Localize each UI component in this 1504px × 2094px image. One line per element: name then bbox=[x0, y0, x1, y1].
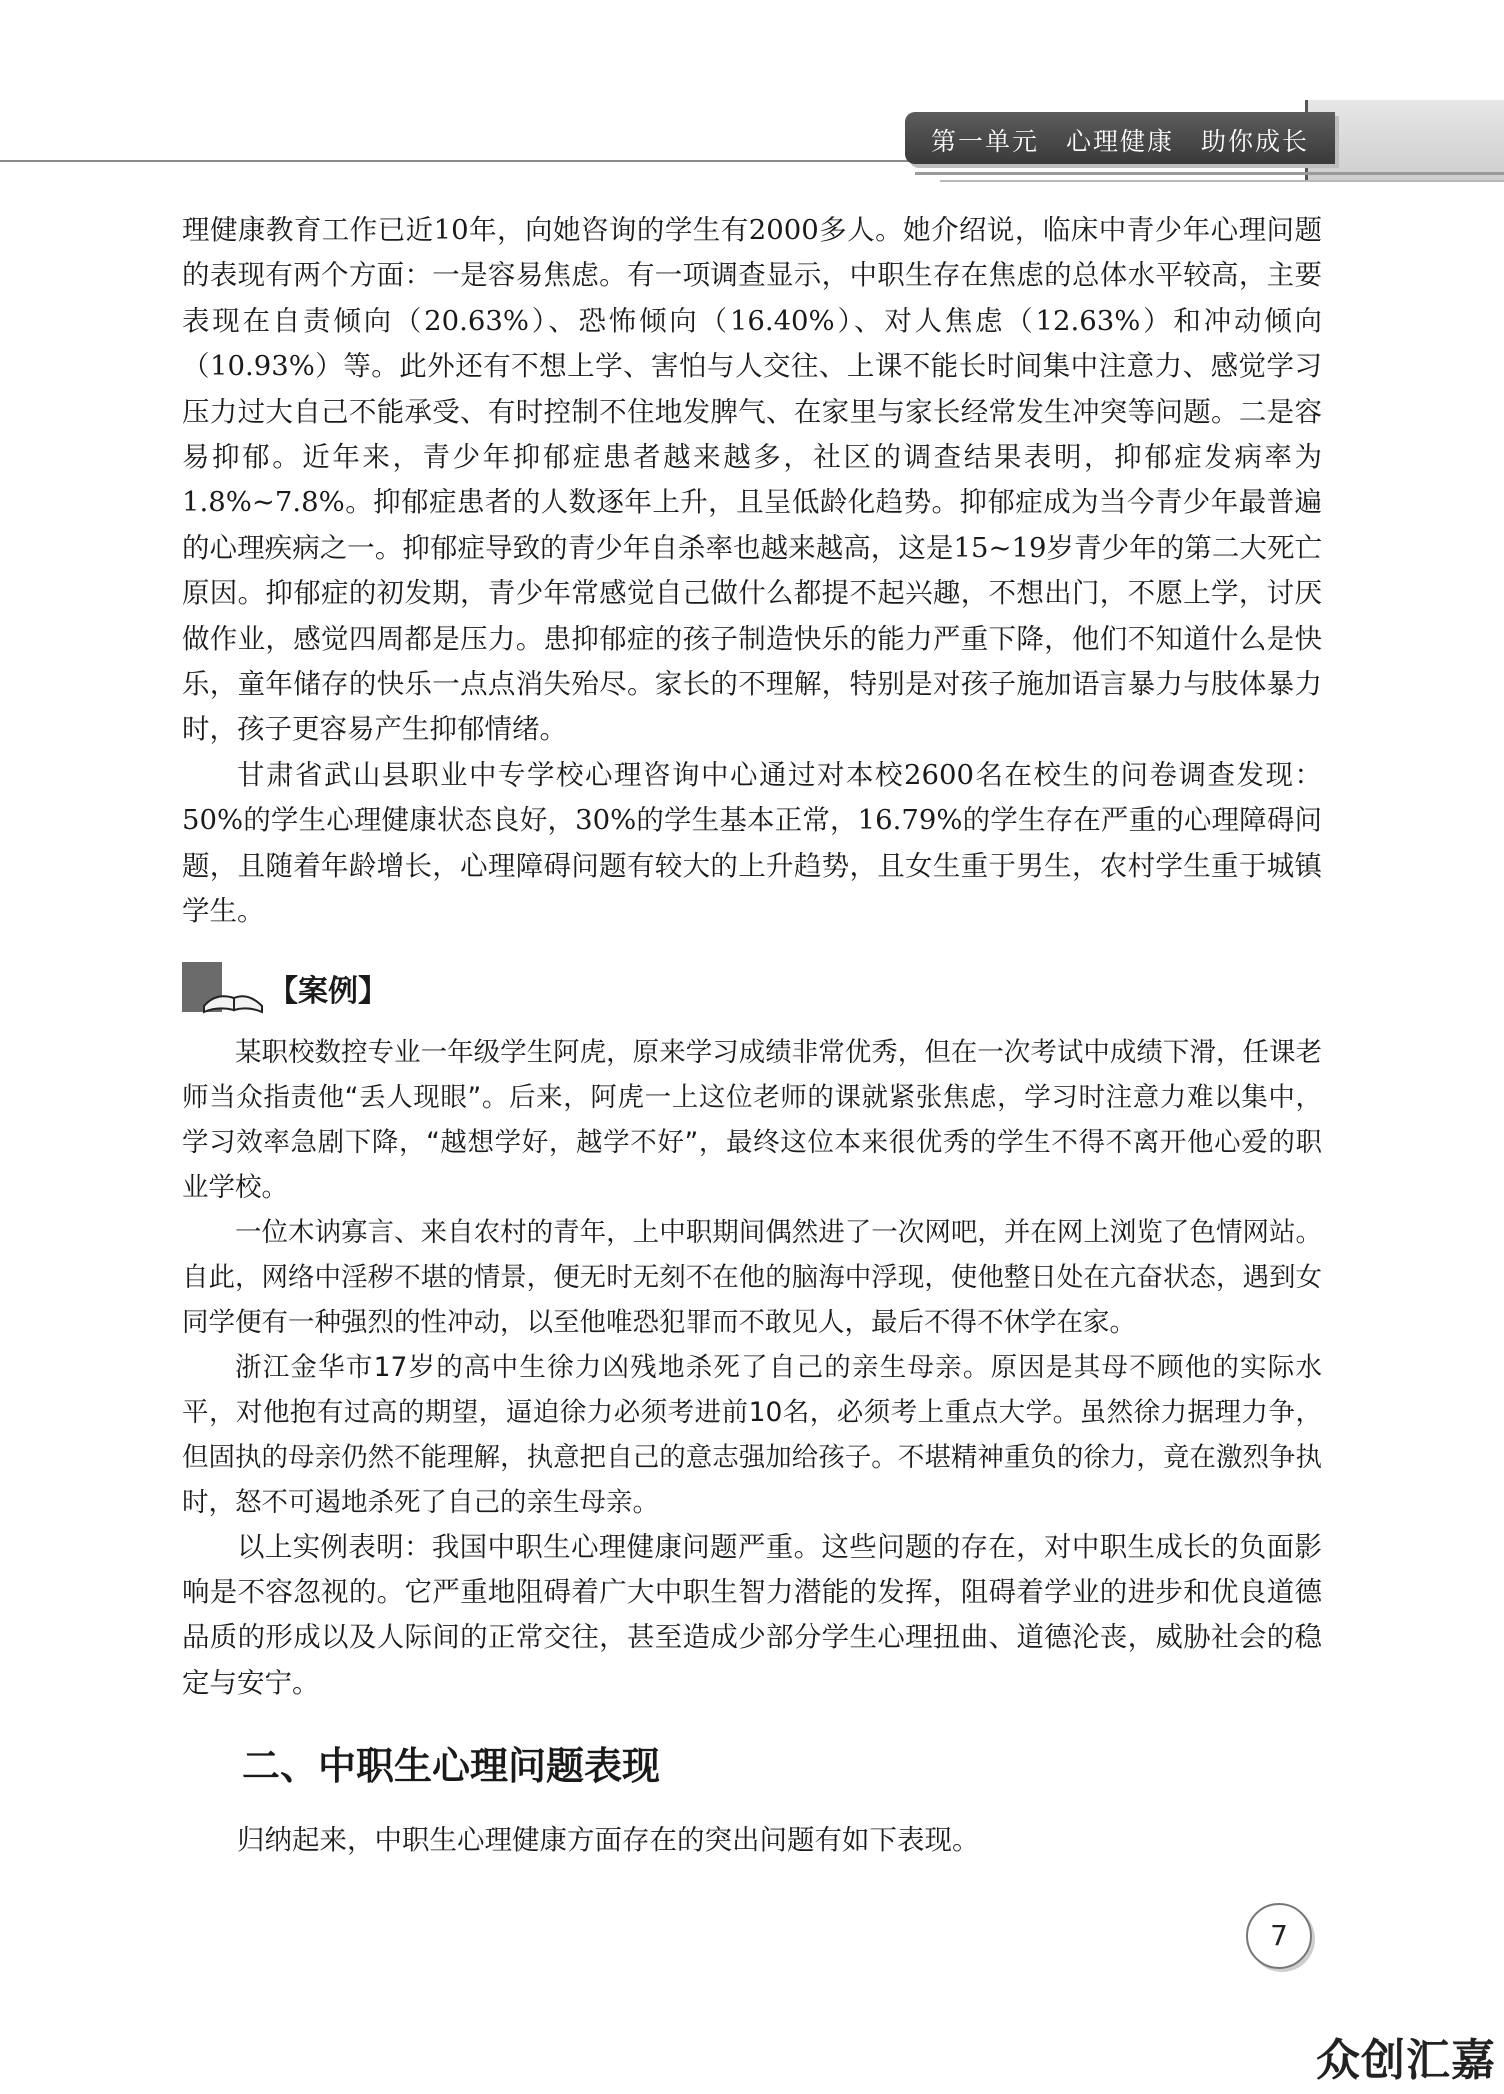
header-underline bbox=[915, 172, 1504, 175]
body-paragraph-1: 理健康教育工作已近10年，向她咨询的学生有2000多人。她介绍说，临床中青少年心理问题的表现有两个方面：一是容易焦虑。有一项调查显示，中职生存在焦虑的总体水平较高，主要表现在自责倾向（20.63%）、恐怖倾向（16.40%）、对人焦虑（12.63%）和冲动倾向（10.93%）等。此外还有不想上学、害怕与人交往、上课不能长时间集中注意力、感觉学习压力过大自己不能承受、有时控制不住地发脾气、在家里与家长经常发生冲突等问题。二是容易抑郁。近年来，青少年抑郁症患者越来越多，社区的调查结果表明，抑郁症发病率为1.8%~7.8%。抑郁症患者的人数逐年上升，且呈低龄化趋势。抑郁症成为当今青少年最普遍的心理疾病之一。抑郁症导致的青少年自杀率也越来越高，这是15~19岁青少年的第二大死亡原因。抑郁症的初发期，青少年常感觉自己做什么都提不起兴趣，不想出门，不愿上学，讨厌做作业，感觉四周都是压力。患抑郁症的孩子制造快乐的能力严重下降，他们不知道什么是快乐，童年储存的快乐一点点消失殆尽。家长的不理解，特别是对孩子施加语言暴力与肢体暴力时，孩子更容易产生抑郁情绪。 bbox=[182, 214, 1322, 746]
watermark-logo: 众创汇嘉 bbox=[1316, 2035, 1496, 2086]
unit-title: 第一单元 心理健康 助你成长 bbox=[930, 127, 1309, 156]
case-heading bbox=[182, 960, 1322, 1016]
header-underline-secondary bbox=[940, 180, 1504, 182]
page-number: 7 bbox=[1246, 1903, 1312, 1969]
section-title: 二、中职生心理问题表现 bbox=[242, 1744, 661, 1789]
conclusion-paragraph: 以上实例表明：我国中职生心理健康问题严重。这些问题的存在，对中职生成长的负面影响是不容忽视的。它严重地阻碍着广大中职生智力潜能的发挥，阻碍着学业的进步和优良道德品质的形成以及人际间的正常交往，甚至造成少部分学生心理扭曲、道德沦丧，威胁社会的稳定与安宁。 bbox=[182, 1530, 1322, 1699]
case-paragraph-2: 一位木讷寡言、来自农村的青年，上中职期间偶然进了一次网吧，并在网上浏览了色情网站。自此，网络中淫秽不堪的情景，便无时无刻不在他的脑海中浮现，使他整日处在亢奋状态，遇到女同学便有一种强烈的性冲动，以至他唯恐犯罪而不敢见人，最后不得不休学在家。 bbox=[182, 1216, 1322, 1338]
body-paragraph-2: 甘肃省武山县职业中专学校心理咨询中心通过对本校2600名在校生的问卷调查发现：50%的学生心理健康状态良好，30%的学生基本正常，16.79%的学生存在严重的心理障碍问题，且随着年龄增长，心理障碍问题有较大的上升趋势，且女生重于男生，农村学生重于城镇学生。 bbox=[182, 758, 1322, 928]
section-intro: 归纳起来，中职生心理健康方面存在的突出问题有如下表现。 bbox=[237, 1824, 980, 1857]
case-paragraph-1: 某职校数控专业一年级学生阿虎，原来学习成绩非常优秀，但在一次考试中成绩下滑，任课老师当众指责他“丢人现眼”。后来，阿虎一上这位老师的课就紧张焦虑，学习时注意力难以集中，学习效率急剧下降，“越想学好，越学不好”，最终这位本来很优秀的学生不得不离开他心爱的职业学校。 bbox=[182, 1036, 1322, 1203]
case-label: 【案例】 bbox=[268, 973, 388, 1009]
case-paragraph-3: 浙江金华市17岁的高中生徐力凶残地杀死了自己的亲生母亲。原因是其母不顾他的实际水平，对他抱有过高的期望，逼迫徐力必须考进前10名，必须考上重点大学。虽然徐力据理力争，但固执的母亲仍然不能理解，执意把自己的意志强加给孩子。不堪精神重负的徐力，竟在激烈争执时，怒不可遏地杀死了自己的亲生母亲。 bbox=[182, 1351, 1322, 1518]
unit-header-tab bbox=[905, 112, 1335, 164]
header-rule bbox=[0, 160, 1060, 162]
page-content bbox=[182, 208, 1322, 1864]
open-book-icon bbox=[182, 962, 264, 1014]
